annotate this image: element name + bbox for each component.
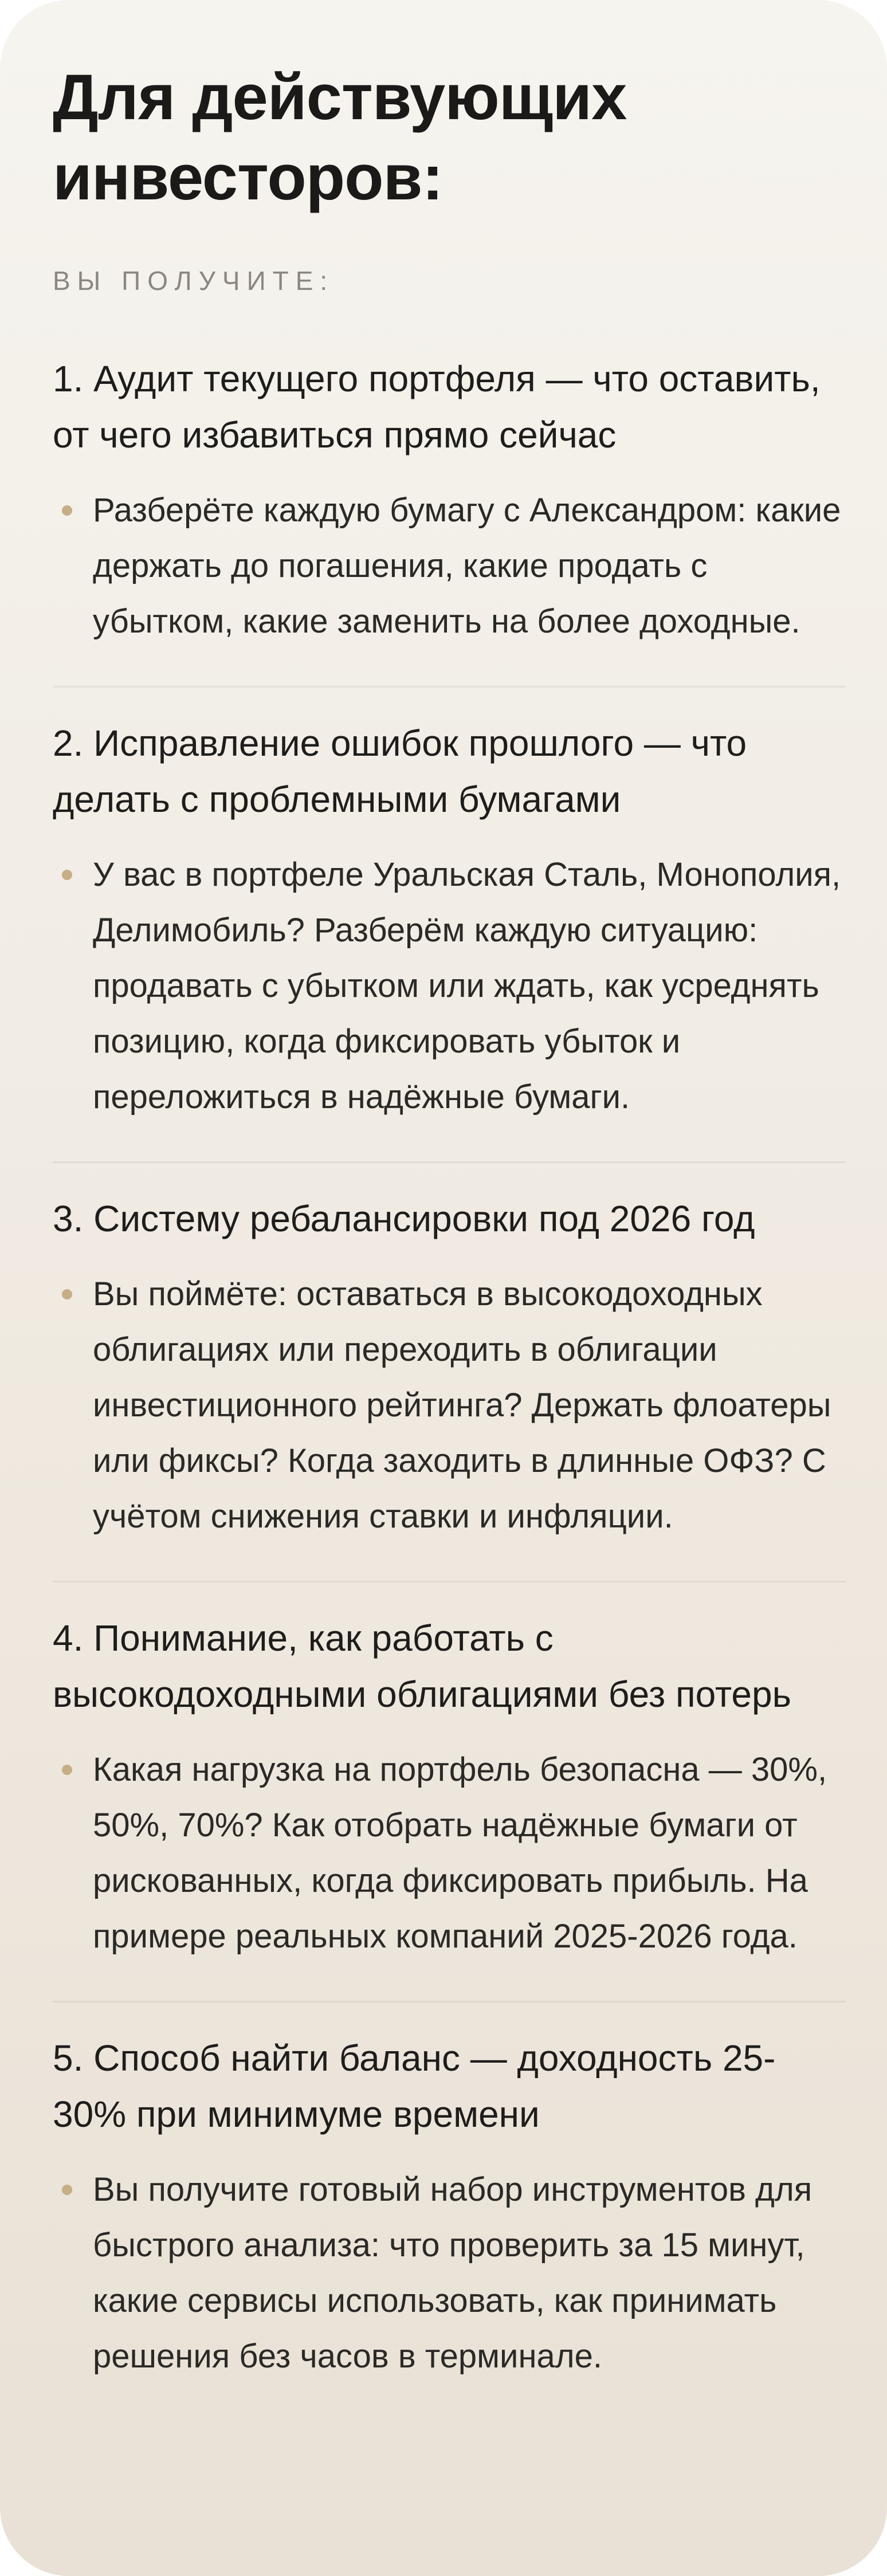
benefit-item-1 bbox=[53, 328, 846, 686]
section-eyebrow: ВЫ ПОЛУЧИТЕ: bbox=[53, 266, 335, 296]
benefit-bullet bbox=[53, 2162, 846, 2384]
benefit-text: Какая нагрузка на портфель безопасна — 30%, 50%, 70%? Как отобрать надёжные бумаги от рискованных, когда фиксировать прибыль. На примере реальных компаний 2025-2026 года. bbox=[93, 1751, 827, 1955]
benefit-title: 3. Систему ребалансировки под 2026 год bbox=[53, 1198, 755, 1239]
bullet-dot-icon bbox=[62, 1289, 72, 1299]
bullet-dot-icon bbox=[62, 2185, 72, 2195]
bullet-dot-icon bbox=[62, 870, 72, 880]
benefit-title: 4. Понимание, как работать с высокодоходными облигациями без потерь bbox=[53, 1617, 791, 1715]
benefit-item-2 bbox=[53, 686, 846, 1161]
benefit-text: Разберёте каждую бумагу с Александром: какие держать до погашения, какие продать с убытком, какие заменить на более доходные. bbox=[93, 492, 841, 640]
benefit-title: 1. Аудит текущего портфеля — что оставить, от чего избавиться прямо сейчас bbox=[53, 358, 821, 455]
benefit-item-5 bbox=[53, 2001, 846, 2421]
benefit-item-3 bbox=[53, 1161, 846, 1581]
benefit-text: Вы получите готовый набор инструментов для быстрого анализа: что проверить за 15 минут, какие сервисы использовать, как принимать решения без часов в терминале. bbox=[93, 2171, 813, 2375]
benefit-title: 2. Исправление ошибок прошлого — что делать с проблемными бумагами bbox=[53, 722, 747, 820]
benefit-text: Вы поймёте: оставаться в высокодоходных облигациях или переходить в облигации инвестиционного рейтинга? Держать флоатеры или фиксы? Когда заходить в длинные ОФЗ? С учётом снижения ставки и инфляции. bbox=[93, 1275, 831, 1535]
benefit-bullet bbox=[53, 482, 846, 649]
page-title: Для действующих инвесторов: bbox=[53, 61, 627, 213]
benefit-bullet bbox=[53, 1266, 846, 1544]
benefit-bullet bbox=[53, 847, 846, 1125]
bullet-dot-icon bbox=[62, 1765, 72, 1775]
benefit-title: 5. Способ найти баланс — доходность 25-30% при минимуме времени bbox=[53, 2037, 776, 2135]
benefit-text: У вас в портфеле Уральская Сталь, Монополия, Делимобиль? Разберём каждую ситуацию: продавать с убытком или ждать, как усреднять позицию, когда фиксировать убыток и переложиться в надёжные бумаги. bbox=[93, 856, 841, 1116]
bullet-dot-icon bbox=[62, 505, 72, 516]
benefit-item-4 bbox=[53, 1581, 846, 2001]
benefit-bullet bbox=[53, 1742, 846, 1964]
benefits-list bbox=[53, 328, 846, 2421]
